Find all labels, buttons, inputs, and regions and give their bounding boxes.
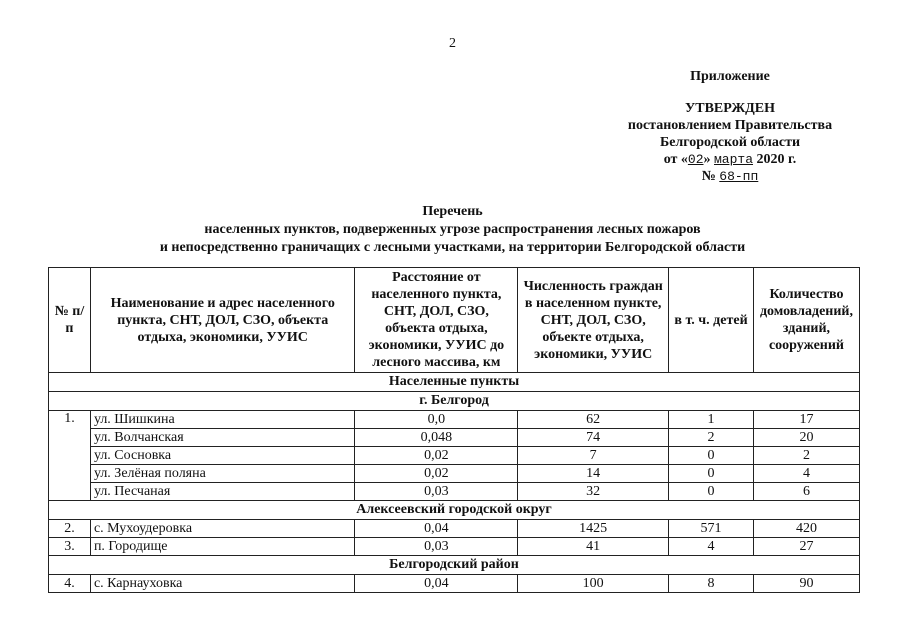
document-title bbox=[0, 203, 905, 257]
col-children-header: в т. ч. детей bbox=[669, 268, 754, 373]
row-children: 4 bbox=[669, 538, 754, 556]
col-population-header: Численность граждан в населенном пункте, СНТ, ДОЛ, СЗО, объекте отдыха, экономики, УУИС bbox=[518, 268, 669, 373]
row-number: 4. bbox=[49, 575, 91, 593]
row-buildings: 2 bbox=[753, 447, 859, 465]
row-buildings: 90 bbox=[753, 575, 859, 593]
date-mid: » bbox=[703, 152, 711, 167]
row-children: 1 bbox=[669, 411, 754, 429]
page-number: 2 bbox=[449, 36, 456, 51]
row-population: 41 bbox=[518, 538, 669, 556]
col-name-header: Наименование и адрес населенного пункта, СНТ, ДОЛ, СЗО, объекта отдыха, экономики, УУИС bbox=[90, 268, 355, 373]
approval-number bbox=[600, 168, 860, 185]
row-number: 2. bbox=[49, 520, 91, 538]
table-row bbox=[49, 411, 860, 429]
table-row bbox=[49, 520, 860, 538]
row-population: 7 bbox=[518, 447, 669, 465]
row-buildings: 420 bbox=[753, 520, 859, 538]
title-line1: Перечень bbox=[422, 204, 483, 219]
col-buildings-header: Количество домовладений, зданий, сооружений bbox=[753, 268, 859, 373]
approval-block bbox=[600, 100, 860, 185]
row-population: 1425 bbox=[518, 520, 669, 538]
row-distance: 0,04 bbox=[355, 520, 518, 538]
row-buildings: 27 bbox=[753, 538, 859, 556]
table-row bbox=[49, 575, 860, 593]
title-line3: и непосредственно граничащих с лесными участками, на территории Белгородской области bbox=[159, 240, 746, 255]
col-distance-header: Расстояние от населенного пункта, СНТ, ДОЛ, СЗО, объекта отдыха, экономики, УУИС до лесного массива, км bbox=[355, 268, 518, 373]
row-children: 0 bbox=[669, 483, 754, 501]
row-name: с. Мухоудеровка bbox=[90, 520, 355, 538]
table-row bbox=[49, 465, 860, 483]
row-name: ул. Песчаная bbox=[90, 483, 355, 501]
number-prefix: № bbox=[701, 169, 716, 184]
approved-by-line1: постановлением Правительства bbox=[627, 118, 833, 133]
row-children: 0 bbox=[669, 465, 754, 483]
row-buildings: 20 bbox=[753, 429, 859, 447]
table-row bbox=[49, 429, 860, 447]
row-distance: 0,048 bbox=[355, 429, 518, 447]
row-children: 571 bbox=[669, 520, 754, 538]
row-distance: 0,02 bbox=[355, 447, 518, 465]
approved-by-line2: Белгородской области bbox=[659, 135, 801, 150]
row-name: с. Карнауховка bbox=[90, 575, 355, 593]
row-distance: 0,03 bbox=[355, 483, 518, 501]
row-distance: 0,0 bbox=[355, 411, 518, 429]
row-name: ул. Сосновка bbox=[90, 447, 355, 465]
date-month: марта bbox=[714, 152, 754, 167]
row-children: 8 bbox=[669, 575, 754, 593]
row-name: п. Городище bbox=[90, 538, 355, 556]
row-children: 2 bbox=[669, 429, 754, 447]
row-buildings: 6 bbox=[753, 483, 859, 501]
row-population: 100 bbox=[518, 575, 669, 593]
group-title: Белгородский район bbox=[49, 556, 860, 575]
row-population: 74 bbox=[518, 429, 669, 447]
date-prefix: от « bbox=[663, 152, 688, 167]
row-name: ул. Шишкина bbox=[90, 411, 355, 429]
row-number: 3. bbox=[49, 538, 91, 556]
table-row bbox=[49, 447, 860, 465]
col-number-header: № п/п bbox=[49, 268, 91, 373]
table-row bbox=[49, 483, 860, 501]
settlements-table bbox=[48, 267, 860, 593]
row-buildings: 4 bbox=[753, 465, 859, 483]
row-name: ул. Зелёная поляна bbox=[90, 465, 355, 483]
group-row bbox=[49, 501, 860, 520]
row-distance: 0,02 bbox=[355, 465, 518, 483]
date-year: 2020 г. bbox=[756, 152, 797, 167]
row-buildings: 17 bbox=[753, 411, 859, 429]
row-number: 1. bbox=[49, 411, 91, 501]
table-row bbox=[49, 538, 860, 556]
row-population: 62 bbox=[518, 411, 669, 429]
approved-label: УТВЕРЖДЕН bbox=[684, 101, 776, 116]
approval-date bbox=[600, 151, 860, 168]
number-value: 68-пп bbox=[719, 169, 759, 184]
title-line2: населенных пунктов, подверженных угрозе распространения лесных пожаров bbox=[204, 222, 701, 237]
group-title: г. Белгород bbox=[49, 392, 860, 411]
row-distance: 0,03 bbox=[355, 538, 518, 556]
row-distance: 0,04 bbox=[355, 575, 518, 593]
appendix-label: Приложение bbox=[690, 69, 770, 84]
row-population: 32 bbox=[518, 483, 669, 501]
table-header-row bbox=[49, 268, 860, 373]
section-row bbox=[49, 373, 860, 392]
group-row bbox=[49, 392, 860, 411]
group-row bbox=[49, 556, 860, 575]
section-title: Населенные пункты bbox=[49, 373, 860, 392]
row-children: 0 bbox=[669, 447, 754, 465]
row-population: 14 bbox=[518, 465, 669, 483]
date-day: 02 bbox=[687, 152, 704, 167]
group-title: Алексеевский городской округ bbox=[49, 501, 860, 520]
row-name: ул. Волчанская bbox=[90, 429, 355, 447]
